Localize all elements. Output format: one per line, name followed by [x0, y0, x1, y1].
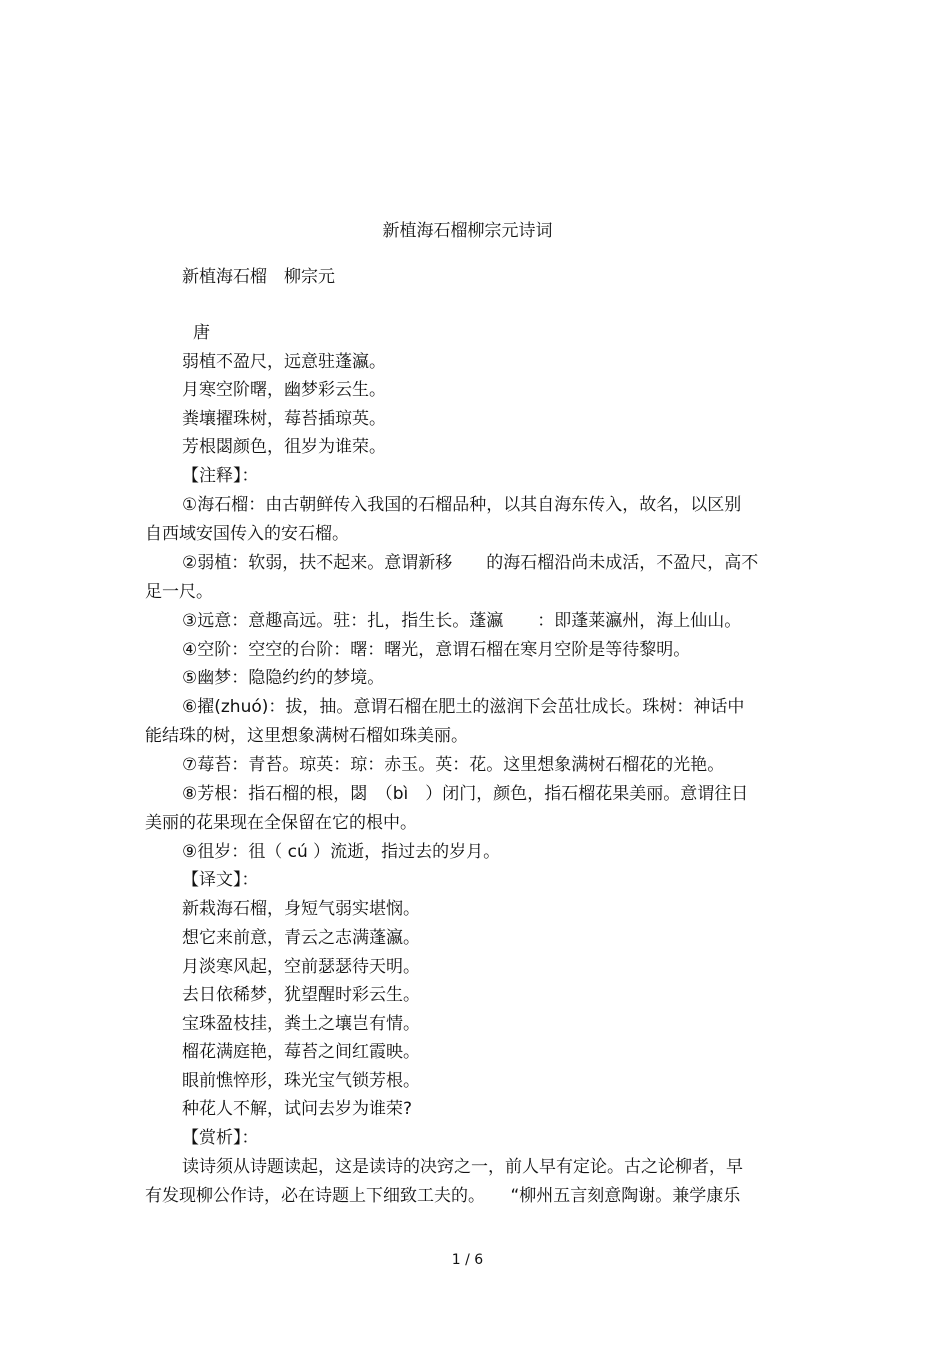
note-line: ①海石榴：由古朝鲜传入我国的石榴品种，以其自海东传入，故名，以区别: [182, 495, 742, 515]
translation-line: 想它来前意，青云之志满蓬瀛。: [182, 928, 420, 948]
translation-line: 榴花满庭艳，莓苔之间红霞映。: [182, 1042, 420, 1062]
translation-line: 宝珠盈枝挂，粪土之壤岂有情。: [182, 1014, 420, 1034]
notes-heading: 【注释】：: [182, 466, 259, 486]
poem-line: 弱植不盈尺，远意驻蓬瀛。: [182, 352, 386, 372]
note-line: ④空阶：空空的台阶：曙：曙光，意谓石榴在寒月空阶是等待黎明。: [182, 640, 691, 660]
translation-line: 去日依稀梦，犹望醒时彩云生。: [182, 985, 420, 1005]
page-number: 1 / 6: [451, 1252, 484, 1268]
poem-line: 月寒空阶曙，幽梦彩云生。: [182, 380, 386, 400]
poem-line: 粪壤擢珠树，莓苔插琼英。: [182, 409, 386, 429]
note-line: ⑨徂岁：徂（ cú ）流逝，指过去的岁月。: [182, 842, 501, 862]
note-line: 能结珠的树，这里想象满树石榴如珠美丽。: [145, 726, 468, 746]
note-line: 自西域安国传入的安石榴。: [145, 524, 349, 544]
appreciation-heading: 【赏析】：: [182, 1128, 259, 1148]
dynasty-label: 唐: [193, 323, 210, 343]
translation-line: 月淡寒风起，空前瑟瑟待天明。: [182, 957, 420, 977]
translation-line: 种花人不解，试问去岁为谁荣?: [182, 1099, 413, 1119]
note-line: 美丽的花果现在全保留在它的根中。: [145, 813, 417, 833]
poem-line: 芳根閟颜色，徂岁为谁荣。: [182, 437, 386, 457]
note-line: 足一尺。: [145, 582, 213, 602]
note-line: ③远意：意趣高远。驻：扎，指生长。蓬瀛 ：即蓬莱瀛州，海上仙山。: [182, 611, 742, 631]
appreciation-line: 读诗须从诗题读起，这是读诗的决窍之一，前人早有定论。古之论柳者，早: [182, 1157, 743, 1177]
appreciation-line: 有发现柳公作诗，必在诗题上下细致工夫的。 “柳州五言刻意陶谢。兼学康乐: [145, 1186, 741, 1206]
note-line: ⑤幽梦：隐隐约约的梦境。: [182, 668, 385, 688]
translation-line: 眼前憔悴形，珠光宝气锁芳根。: [182, 1071, 420, 1091]
poem-header: 新植海石榴 柳宗元: [182, 267, 335, 287]
note-line: ⑧芳根：指石榴的根，閟 （bì ）闭门，颜色，指石榴花果美丽。意谓往日: [182, 784, 749, 804]
document-title: 新植海石榴柳宗元诗词: [382, 221, 553, 241]
note-line: ⑥擢(zhuó)：拔，抽。意谓石榴在肥土的滋润下会茁壮成长。珠树：神话中: [182, 697, 745, 717]
note-line: ②弱植：软弱，扶不起来。意谓新移 的海石榴沿尚未成活，不盈尺，高不: [182, 553, 759, 573]
translation-line: 新栽海石榴，身短气弱实堪悯。: [182, 899, 420, 919]
translation-heading: 【译文】：: [182, 870, 259, 890]
note-line: ⑦莓苔：青苔。琼英：琼：赤玉。英：花。这里想象满树石榴花的光艳。: [182, 755, 725, 775]
